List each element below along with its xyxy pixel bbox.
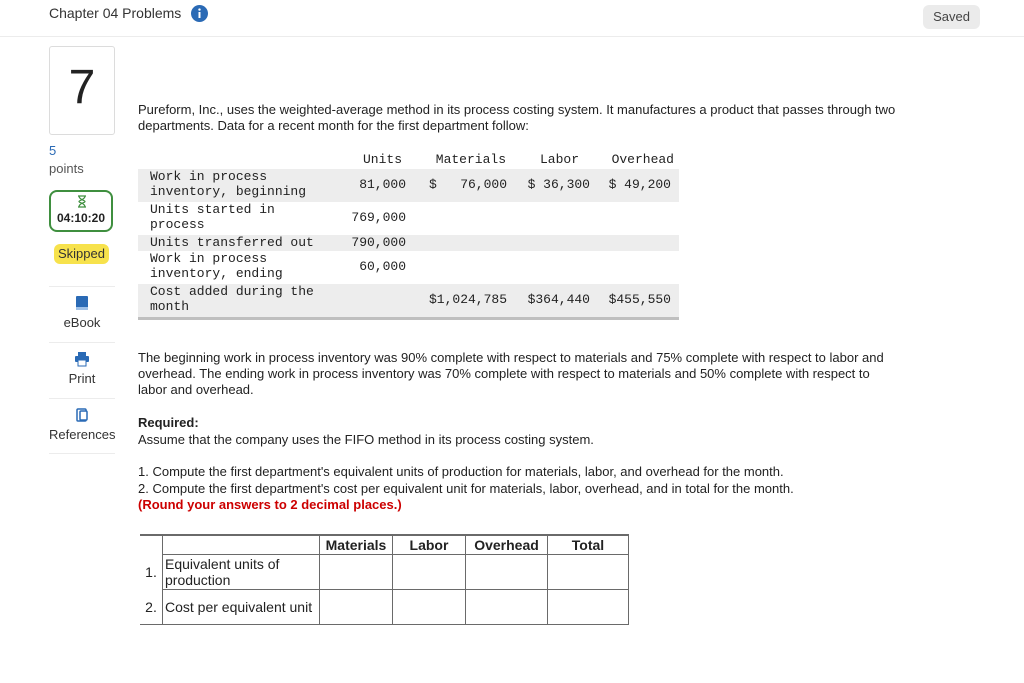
- info-icon[interactable]: [191, 5, 208, 22]
- input-field[interactable]: [466, 555, 547, 589]
- book-icon: [74, 295, 90, 311]
- header-units: Units: [362, 152, 402, 167]
- answer-row-1: [140, 555, 629, 590]
- print-button[interactable]: [49, 342, 115, 397]
- answer-row-2: [140, 590, 629, 625]
- labor-cost-per-unit-input[interactable]: [393, 590, 466, 625]
- timer: [49, 190, 113, 232]
- row-label: Cost added during the month: [150, 284, 314, 314]
- header-overhead: Overhead: [466, 535, 548, 555]
- labor-equivalent-units-input[interactable]: [393, 555, 466, 590]
- document-icon: [74, 407, 90, 423]
- answer-header-row: [140, 535, 629, 555]
- required-text: Assume that the company uses the FIFO method in its process costing system.: [138, 432, 594, 447]
- cell-units: 769,000: [351, 210, 406, 225]
- cell-units: 790,000: [351, 235, 406, 250]
- table-row: [138, 235, 679, 251]
- timer-value: 04:10:20: [56, 211, 106, 225]
- intro-text: Pureform, Inc., uses the weighted-average method in its process costing system. It manufactures a product that passes through two departments. Data for a recent month for the first department follow:: [138, 102, 896, 133]
- materials-equivalent-units-input[interactable]: [320, 555, 393, 590]
- table-row: [138, 284, 679, 320]
- completion-text: The beginning work in process inventory was 90% complete with respect to materials and 75% complete with respect to labor and overhead. The ending work in process inventory was 70% complete with respect to materials and 50% complete with respect to labor and overhead.: [138, 350, 884, 397]
- cell-materials: $1,024,785: [428, 292, 507, 307]
- answer-table: [140, 534, 629, 625]
- total-cost-per-unit-input[interactable]: [548, 590, 629, 625]
- materials-cost-per-unit-input[interactable]: [320, 590, 393, 625]
- overhead-equivalent-units-input[interactable]: [466, 555, 548, 590]
- overhead-cost-per-unit-input[interactable]: [466, 590, 548, 625]
- step-2: 2. Compute the first department's cost per equivalent unit for materials, labor, overhead, and in total for the month.: [138, 481, 794, 496]
- input-field[interactable]: [393, 590, 465, 624]
- cell-overhead: $455,550: [608, 292, 671, 307]
- points-value: 5: [49, 143, 57, 158]
- saved-status-badge: Saved: [923, 5, 980, 29]
- cell-materials: $ 76,000: [428, 177, 507, 192]
- row-label: Units started in process: [150, 202, 275, 232]
- print-label: Print: [68, 371, 96, 386]
- skipped-badge: Skipped: [54, 244, 109, 264]
- input-field[interactable]: [466, 590, 547, 624]
- input-field[interactable]: [320, 590, 392, 624]
- cell-units: 60,000: [359, 259, 406, 274]
- input-field[interactable]: [548, 590, 628, 624]
- header-overhead: Overhead: [611, 152, 674, 167]
- row-label: Work in process inventory, beginning: [150, 169, 307, 199]
- row-label: Cost per equivalent unit: [163, 590, 320, 625]
- header-materials: Materials: [435, 152, 506, 167]
- input-field[interactable]: [320, 555, 392, 589]
- data-table: [138, 150, 679, 320]
- rounding-note: (Round your answers to 2 decimal places.): [138, 497, 402, 512]
- hourglass-icon: [77, 195, 87, 208]
- question-number: 7: [49, 46, 115, 135]
- answer-header-blank: [163, 535, 320, 555]
- header-labor: Labor: [539, 152, 579, 167]
- points-label: points: [49, 161, 84, 176]
- cell-overhead: $ 49,200: [608, 177, 671, 192]
- cell-labor: $364,440: [527, 292, 590, 307]
- table-row: [138, 251, 679, 284]
- row-label: Work in process inventory, ending: [150, 251, 283, 281]
- ebook-button[interactable]: [49, 286, 115, 339]
- assignment-title: Chapter 04 Problems: [49, 5, 182, 21]
- table-row: [138, 169, 679, 202]
- row-label: Equivalent units of production: [163, 555, 320, 590]
- cell-units: 81,000: [359, 177, 406, 192]
- cell-labor: $ 36,300: [527, 177, 590, 192]
- row-label: Units transferred out: [150, 235, 314, 250]
- header-materials: Materials: [320, 535, 393, 555]
- required-heading: Required:: [138, 415, 199, 430]
- answer-header-blank: [140, 535, 163, 555]
- references-button[interactable]: [49, 398, 115, 454]
- table-row: [138, 202, 679, 235]
- ebook-label: eBook: [63, 315, 101, 330]
- total-blank-cell: [548, 555, 629, 590]
- row-number: 1.: [140, 555, 163, 590]
- references-label: References: [49, 427, 116, 442]
- step-1: 1. Compute the first department's equivalent units of production for materials, labor, and overhead for the month.: [138, 464, 784, 479]
- header-bar: [0, 0, 1024, 37]
- input-field[interactable]: [393, 555, 465, 589]
- header-labor: Labor: [393, 535, 466, 555]
- printer-icon: [74, 351, 90, 367]
- header-total: Total: [548, 535, 629, 555]
- row-number: 2.: [140, 590, 163, 625]
- table-header-row: [138, 150, 679, 169]
